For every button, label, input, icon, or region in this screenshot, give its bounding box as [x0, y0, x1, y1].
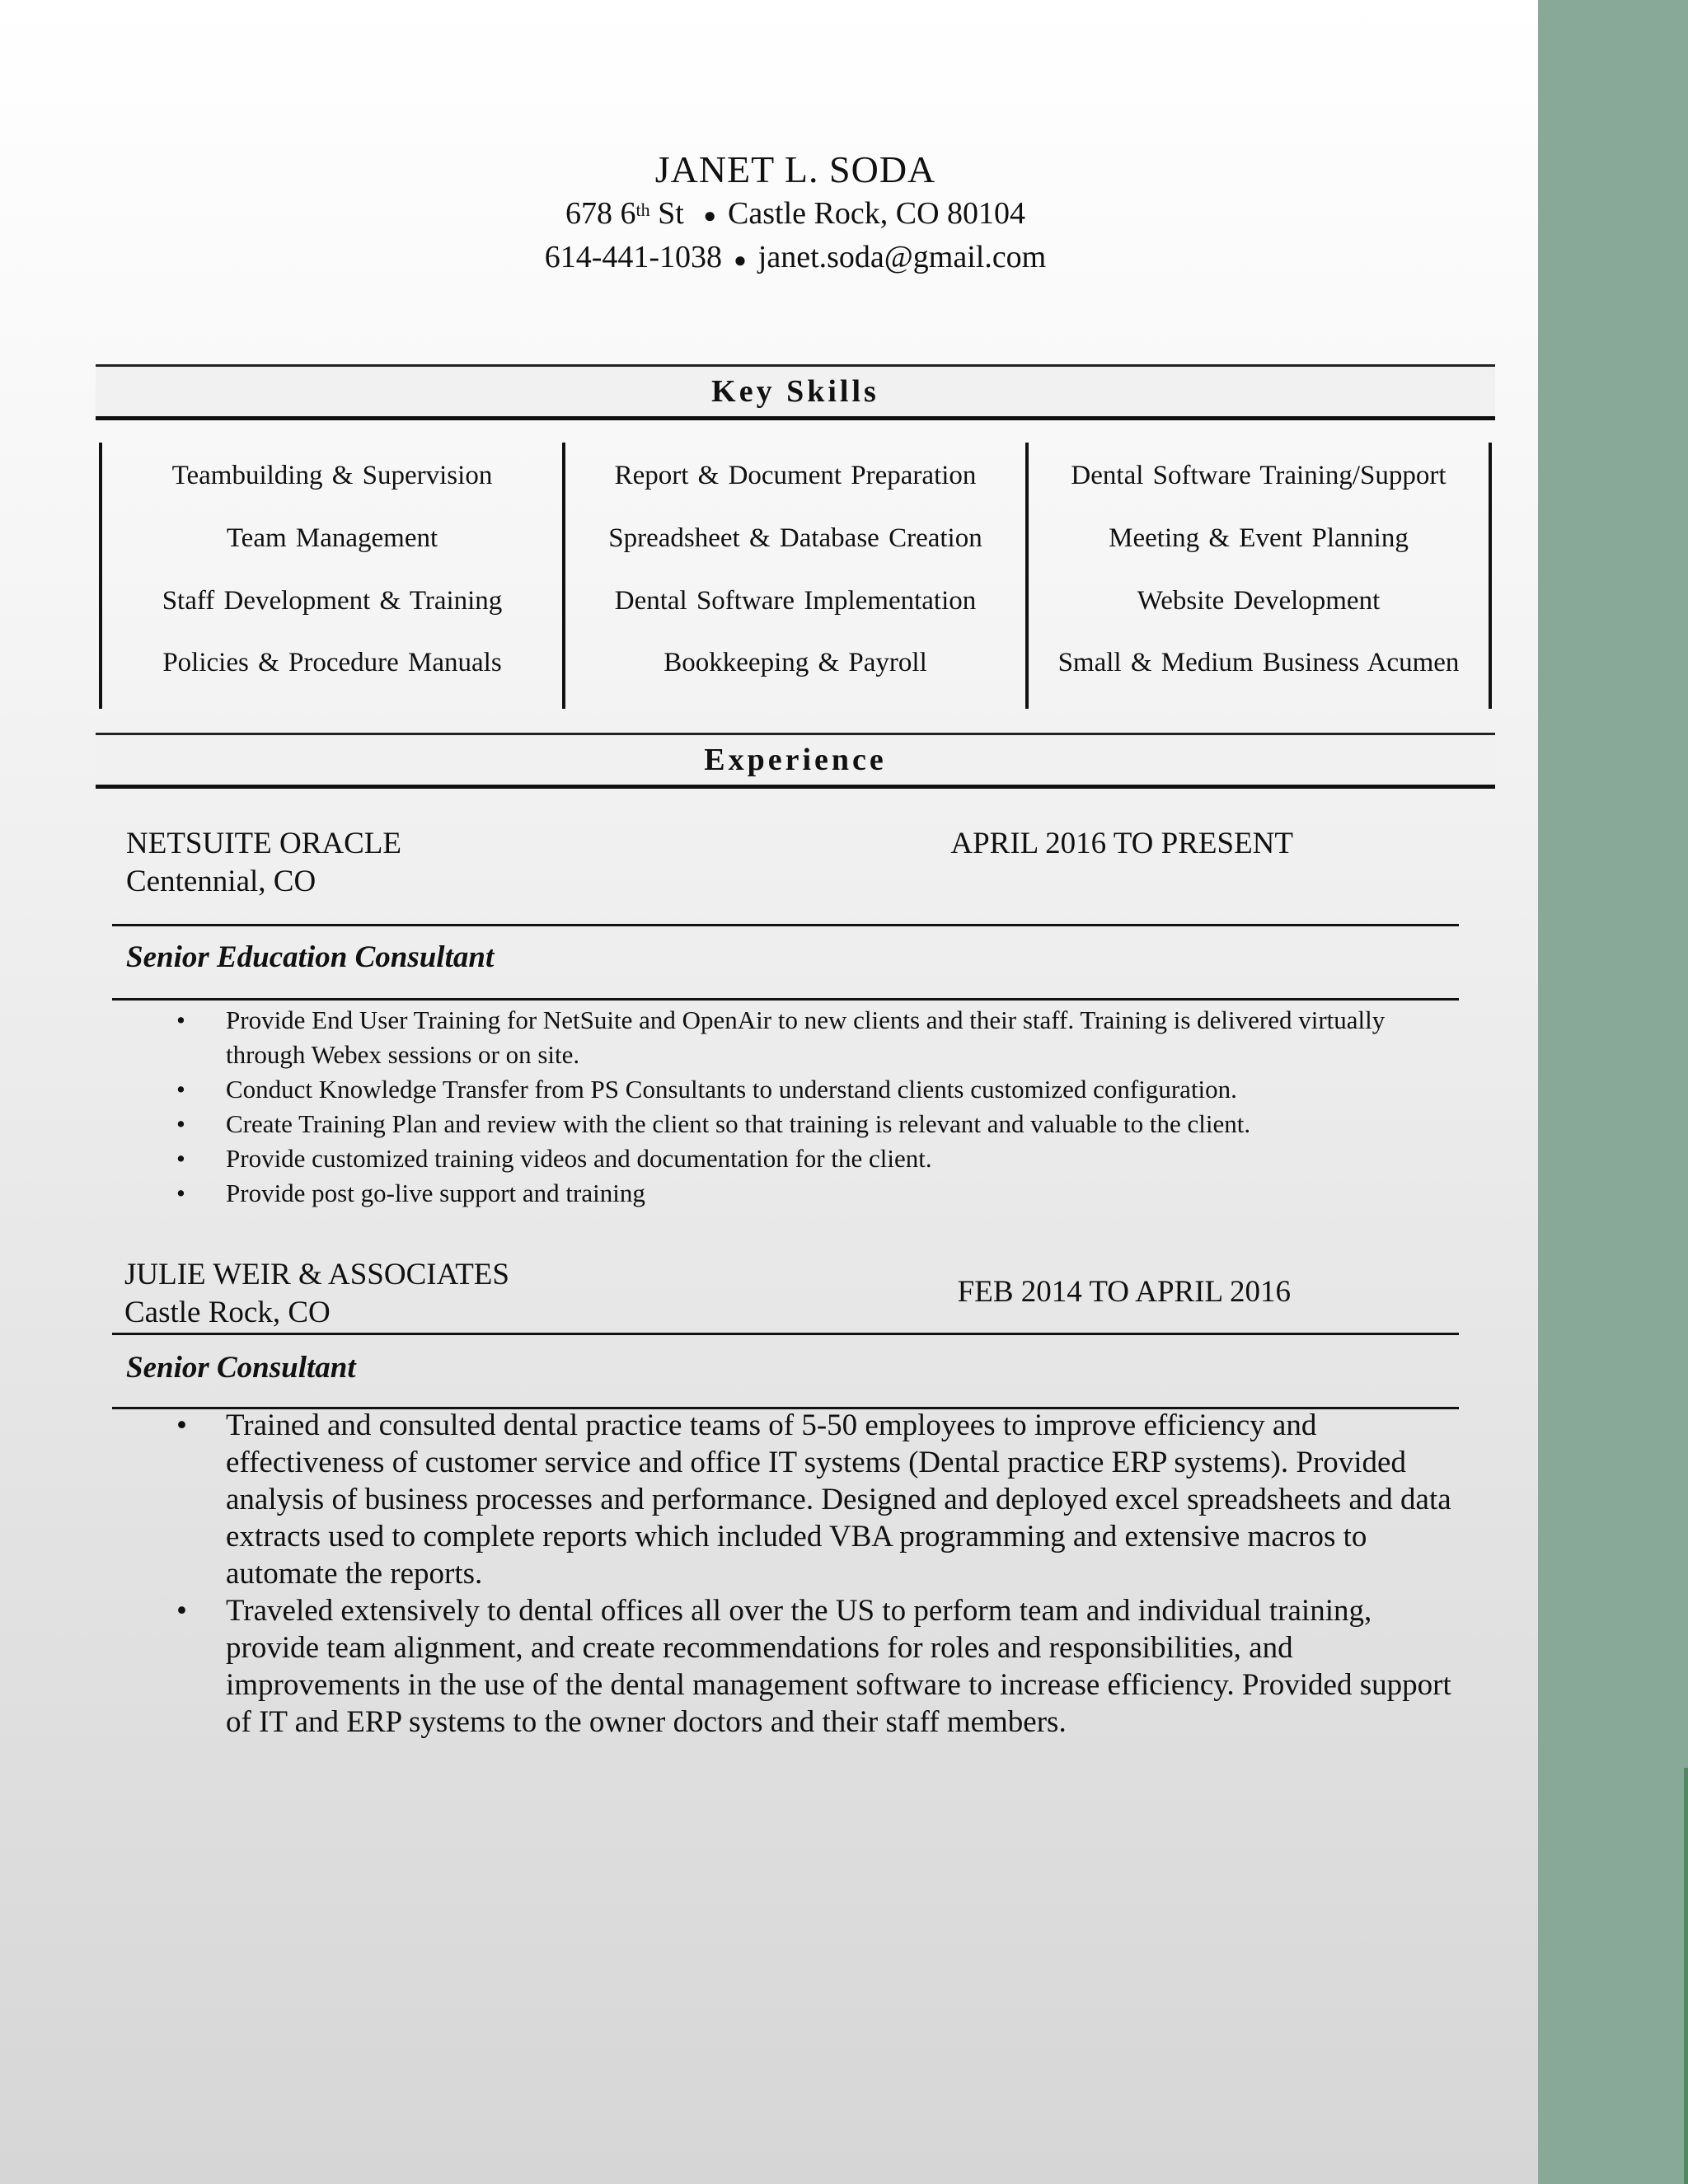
candidate-name: JANET L. SODA — [654, 148, 936, 190]
duty-item: • Provide customized training videos and documentation for the client. — [226, 1141, 1446, 1176]
job-2-location: Castle Rock, CO — [124, 1296, 331, 1329]
skills-column-1 — [99, 443, 562, 709]
side-bar-accent — [1684, 1768, 1688, 2184]
divider-line — [112, 924, 1459, 926]
street-suffix: St — [658, 196, 684, 231]
duty-item: • Provide End User Training for NetSuite and OpenAir to new clients and their staff. Training is delivered virtually through Webex sessions or on site. — [226, 1003, 1446, 1072]
separator-dot: ● — [734, 247, 747, 272]
resume-header — [0, 147, 1591, 281]
key-skills-heading: Key Skills — [96, 364, 1495, 420]
bullet-glyph: • — [176, 1005, 185, 1034]
address-line — [0, 193, 1591, 237]
skills-column-2 — [562, 443, 1025, 709]
divider-line — [112, 998, 1459, 1001]
phone-number: 614-441-1038 — [544, 240, 723, 275]
job-2-dates: FEB 2014 TO APRIL 2016 — [957, 1275, 1291, 1309]
bullet-glyph: • — [176, 1179, 185, 1207]
job-1-duties — [176, 1003, 1446, 1211]
skill-item: Report & Document Preparation — [614, 461, 977, 490]
email-address[interactable]: janet.soda@gmail.com — [757, 240, 1047, 275]
decorative-side-bar — [1538, 0, 1688, 2184]
bullet-glyph: • — [176, 1594, 187, 1628]
bullet-glyph: • — [176, 1109, 185, 1138]
bullet-glyph: • — [176, 1075, 185, 1104]
skill-item: Meeting & Event Planning — [1109, 523, 1409, 553]
street-number: 678 6 — [565, 196, 636, 231]
skills-grid — [99, 443, 1492, 709]
bullet-glyph: • — [176, 1144, 185, 1173]
separator-dot: ● — [703, 204, 717, 228]
job-1-dates: APRIL 2016 TO PRESENT — [950, 827, 1293, 860]
skill-item: Bookkeeping & Payroll — [663, 648, 927, 678]
duty-item: • Trained and consulted dental practice teams of 5-50 employees to improve efficiency and effectiveness of customer service and office IT systems (Dental practice ERP systems). Provided analysis of business processes and performance. Designed and deployed excel spreadsheets and data extracts used to complete reports which included VBA programming and extensive macros to automate the reports. — [176, 1408, 1451, 1591]
skill-item: Dental Software Training/Support — [1071, 461, 1447, 490]
divider-line — [112, 1333, 1459, 1335]
skill-item: Spreadsheet & Database Creation — [608, 523, 982, 553]
job-1-location: Centennial, CO — [126, 865, 316, 898]
skill-item: Small & Medium Business Acumen — [1057, 648, 1460, 678]
skill-item: Website Development — [1137, 585, 1381, 616]
skill-item: Staff Development & Training — [162, 585, 503, 616]
skills-column-3 — [1025, 443, 1492, 709]
skill-item: Team Management — [226, 523, 438, 553]
skill-item: Teambuilding & Supervision — [171, 461, 493, 490]
duty-item: • Provide post go-live support and training — [226, 1176, 1446, 1211]
job-2-duties — [176, 1407, 1454, 1741]
duty-item: • Traveled extensively to dental offices all over the US to perform team and individual training, provide team alignment, and create recommendations for roles and responsibilities, and improvements in the use of the dental management software to increase efficiency. Provided support of IT and ERP systems to the owner doctors and their staff members. — [176, 1594, 1451, 1739]
duty-item: • Create Training Plan and review with the client so that training is relevant and valuable to the client. — [226, 1107, 1446, 1141]
skill-item: Policies & Procedure Manuals — [162, 648, 502, 678]
job-1-title: Senior Education Consultant — [126, 940, 495, 974]
street-ordinal: th — [635, 199, 650, 220]
city-state-zip: Castle Rock, CO 80104 — [728, 196, 1026, 231]
job-2-title: Senior Consultant — [126, 1351, 356, 1385]
duty-item: • Conduct Knowledge Transfer from PS Consultants to understand clients customized configuration. — [226, 1072, 1446, 1107]
job-2-company: JULIE WEIR & ASSOCIATES — [124, 1258, 509, 1291]
skill-item: Dental Software Implementation — [614, 585, 977, 616]
bullet-glyph: • — [176, 1408, 187, 1442]
job-1-company: NETSUITE ORACLE — [126, 827, 401, 860]
experience-heading: Experience — [96, 733, 1495, 789]
phone-email-line — [0, 237, 1591, 280]
